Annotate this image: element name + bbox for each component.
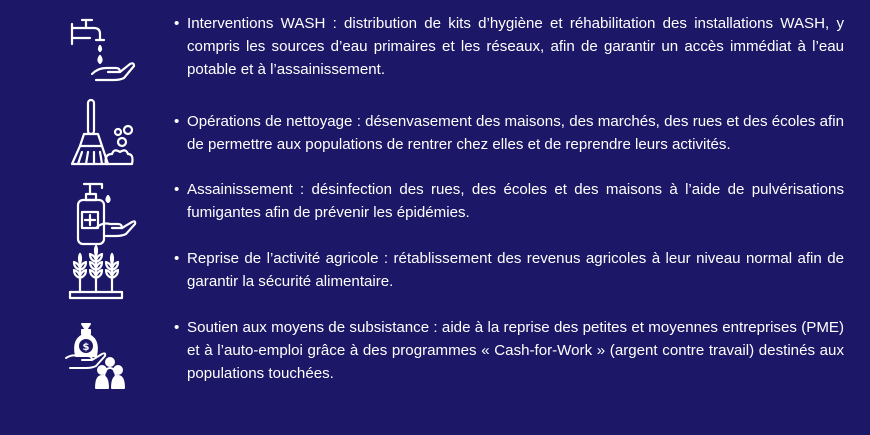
item-text: Opérations de nettoyage : désenvasement des maisons, des marchés, des rues et des écoles afin de permettre aux populations de rentrer chez elles et de reprendre leurs activités. [187,113,844,153]
sanitizer-bottle-hand-icon [62,178,138,254]
bullet: • [174,181,180,198]
broom-bubbles-icon [62,96,138,172]
water-tap-hand-icon [62,10,138,86]
svg-text:$: $ [82,342,90,353]
item-text: Interventions WASH : distribution de kits d’hygiène et réhabilitation des installations WASH, y compris les sources d’eau primaires et les réseaux, afin de garantir un accès immédiat à l’eau potable et à l’assainissement. [187,15,844,78]
item-text: Soutien aux moyens de subsistance : aide à la reprise des petites et moyennes entreprises (PME) et à l’auto-emploi grâce à des programmes « Cash-for-Work » (argent contre travail) destinés aux populations touchées. [187,319,844,382]
item-text: Assainissement : désinfection des rues, des écoles et des maisons à l’aide de pulvérisations fumigantes afin de prévenir les épidémies. [187,181,844,221]
bullet: • [174,15,180,32]
item-text: Reprise de l’activité agricole : rétablissement des revenus agricoles à leur niveau normal afin de garantir la sécurité alimentaire. [187,250,844,290]
bullet: • [174,250,180,267]
wheat-icon [62,244,138,320]
bullet: • [174,113,180,130]
bullet: • [174,319,180,336]
money-bag-people-icon [62,318,138,394]
